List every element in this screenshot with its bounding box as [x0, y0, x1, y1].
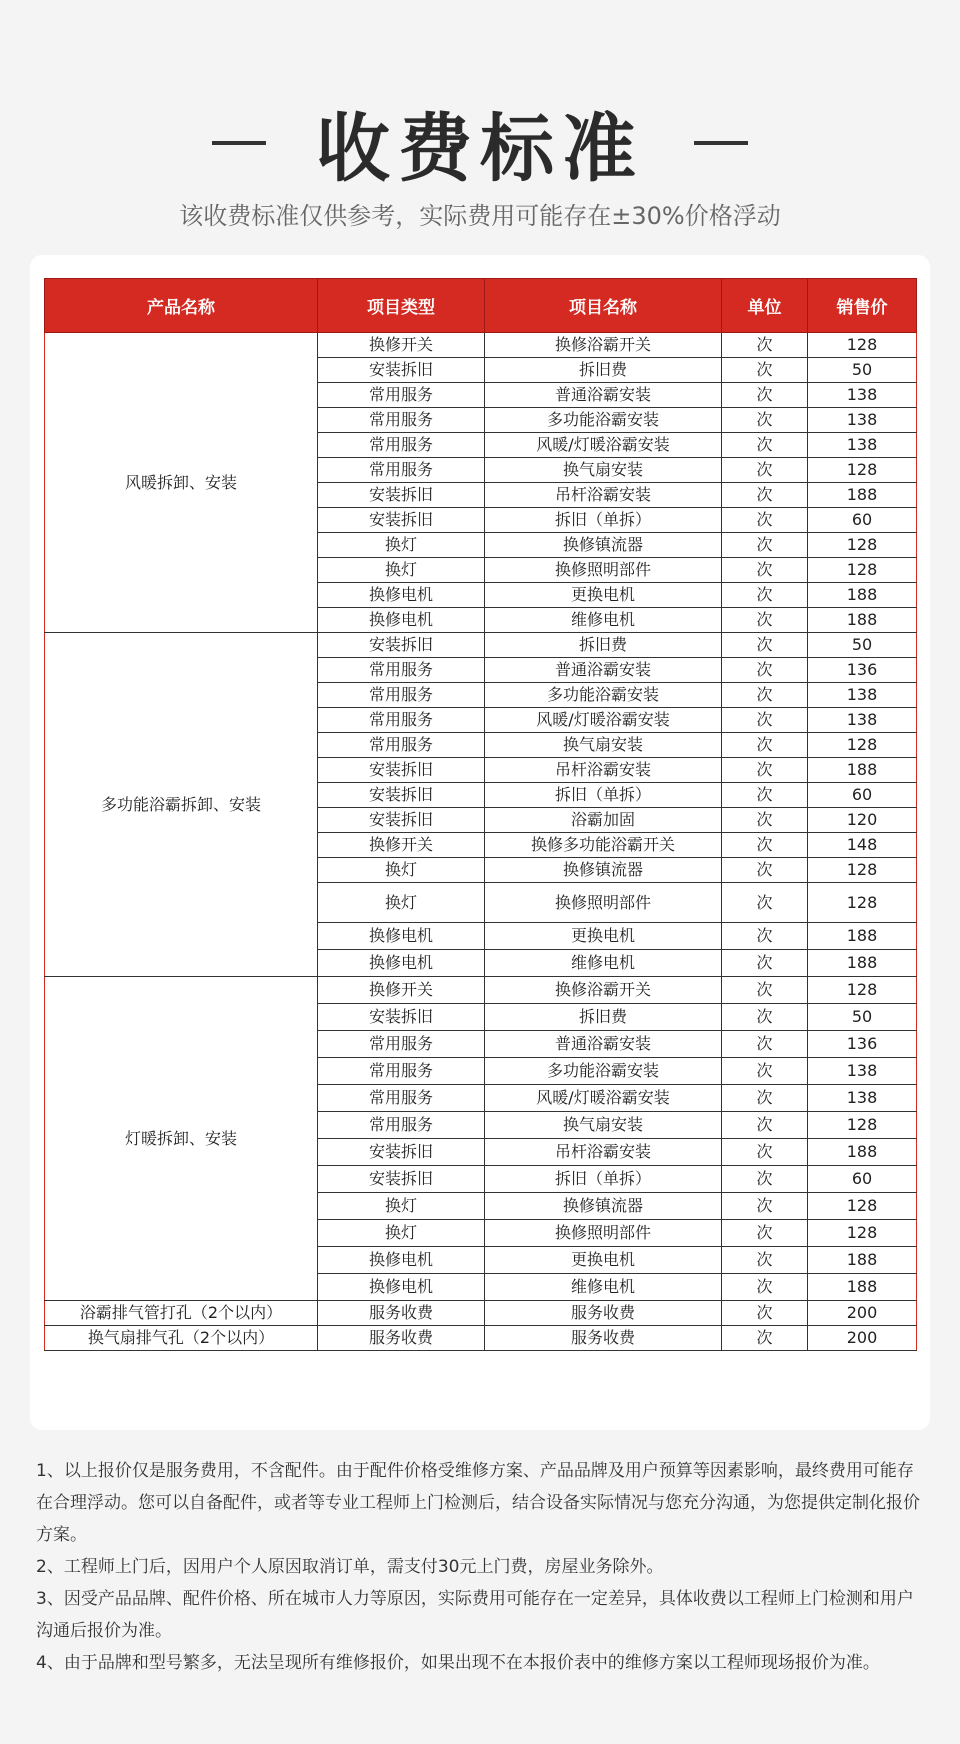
product-name-cell: 换气扇排气孔（2个以内） — [45, 1326, 318, 1351]
item-type-cell: 常用服务 — [318, 658, 485, 683]
item-type-cell: 安装拆旧 — [318, 783, 485, 808]
price-cell: 136 — [808, 658, 917, 683]
price-cell: 50 — [808, 633, 917, 658]
note-item: 4、由于品牌和型号繁多，无法呈现所有维修报价，如果出现不在本报价表中的维修方案以工程师现场报价为准。 — [36, 1653, 880, 1673]
item-name-cell: 吊杆浴霸安装 — [485, 758, 722, 783]
price-cell: 148 — [808, 833, 917, 858]
price-cell: 138 — [808, 1085, 917, 1112]
price-cell: 136 — [808, 1031, 917, 1058]
price-cell: 188 — [808, 483, 917, 508]
price-cell: 188 — [808, 923, 917, 950]
item-type-cell: 换灯 — [318, 533, 485, 558]
price-cell: 200 — [808, 1301, 917, 1326]
item-type-cell: 换修开关 — [318, 977, 485, 1004]
item-name-cell: 更换电机 — [485, 923, 722, 950]
item-type-cell: 常用服务 — [318, 1058, 485, 1085]
unit-cell: 次 — [722, 358, 808, 383]
unit-cell: 次 — [722, 1031, 808, 1058]
unit-cell: 次 — [722, 558, 808, 583]
item-type-cell: 常用服务 — [318, 1085, 485, 1112]
price-cell: 188 — [808, 1139, 917, 1166]
unit-cell: 次 — [722, 1220, 808, 1247]
price-cell: 50 — [808, 1004, 917, 1031]
item-name-cell: 换修多功能浴霸开关 — [485, 833, 722, 858]
header-unit: 单位 — [722, 279, 808, 333]
item-name-cell: 拆旧（单拆） — [485, 1166, 722, 1193]
item-type-cell: 常用服务 — [318, 458, 485, 483]
item-name-cell: 风暖/灯暖浴霸安装 — [485, 433, 722, 458]
item-type-cell: 常用服务 — [318, 683, 485, 708]
unit-cell: 次 — [722, 633, 808, 658]
page-title: 收费标准 — [316, 106, 644, 192]
item-type-cell: 安装拆旧 — [318, 358, 485, 383]
item-type-cell: 换灯 — [318, 558, 485, 583]
item-name-cell: 风暖/灯暖浴霸安装 — [485, 708, 722, 733]
price-cell: 188 — [808, 950, 917, 977]
item-type-cell: 常用服务 — [318, 433, 485, 458]
item-type-cell: 常用服务 — [318, 383, 485, 408]
item-name-cell: 浴霸加固 — [485, 808, 722, 833]
item-name-cell: 换修镇流器 — [485, 858, 722, 883]
table-header-row — [45, 279, 917, 333]
item-type-cell: 换修电机 — [318, 1247, 485, 1274]
unit-cell: 次 — [722, 608, 808, 633]
item-type-cell: 换灯 — [318, 1220, 485, 1247]
item-type-cell: 常用服务 — [318, 1031, 485, 1058]
price-cell: 128 — [808, 858, 917, 883]
item-name-cell: 普通浴霸安装 — [485, 658, 722, 683]
unit-cell: 次 — [722, 923, 808, 950]
unit-cell: 次 — [722, 1326, 808, 1351]
item-name-cell: 拆旧费 — [485, 358, 722, 383]
price-cell: 138 — [808, 708, 917, 733]
unit-cell: 次 — [722, 1085, 808, 1112]
unit-cell: 次 — [722, 333, 808, 358]
table-body — [45, 333, 917, 1351]
item-name-cell: 换修照明部件 — [485, 558, 722, 583]
unit-cell: 次 — [722, 408, 808, 433]
price-cell: 200 — [808, 1326, 917, 1351]
item-type-cell: 服务收费 — [318, 1326, 485, 1351]
price-cell: 120 — [808, 808, 917, 833]
unit-cell: 次 — [722, 1112, 808, 1139]
price-cell: 138 — [808, 1058, 917, 1085]
price-cell: 188 — [808, 1247, 917, 1274]
price-cell: 128 — [808, 1112, 917, 1139]
unit-cell: 次 — [722, 977, 808, 1004]
title-right-dash — [694, 141, 748, 145]
item-type-cell: 换修电机 — [318, 923, 485, 950]
item-name-cell: 换修浴霸开关 — [485, 977, 722, 1004]
price-cell: 188 — [808, 608, 917, 633]
price-cell: 138 — [808, 408, 917, 433]
unit-cell: 次 — [722, 383, 808, 408]
item-type-cell: 换修电机 — [318, 583, 485, 608]
item-type-cell: 常用服务 — [318, 733, 485, 758]
item-type-cell: 换修电机 — [318, 608, 485, 633]
item-name-cell: 换气扇安装 — [485, 458, 722, 483]
price-cell: 60 — [808, 508, 917, 533]
item-name-cell: 多功能浴霸安装 — [485, 683, 722, 708]
unit-cell: 次 — [722, 1247, 808, 1274]
price-cell: 128 — [808, 1193, 917, 1220]
price-cell: 128 — [808, 977, 917, 1004]
item-name-cell: 服务收费 — [485, 1301, 722, 1326]
item-name-cell: 拆旧费 — [485, 633, 722, 658]
item-name-cell: 普通浴霸安装 — [485, 1031, 722, 1058]
unit-cell: 次 — [722, 508, 808, 533]
unit-cell: 次 — [722, 1058, 808, 1085]
unit-cell: 次 — [722, 708, 808, 733]
item-name-cell: 维修电机 — [485, 608, 722, 633]
item-type-cell: 换灯 — [318, 883, 485, 923]
table-row — [45, 633, 917, 658]
product-name-cell: 多功能浴霸拆卸、安装 — [45, 633, 318, 977]
price-cell: 188 — [808, 758, 917, 783]
unit-cell: 次 — [722, 433, 808, 458]
unit-cell: 次 — [722, 733, 808, 758]
price-cell: 138 — [808, 433, 917, 458]
price-cell: 188 — [808, 1274, 917, 1301]
price-cell: 128 — [808, 1220, 917, 1247]
price-cell: 128 — [808, 733, 917, 758]
price-cell: 128 — [808, 333, 917, 358]
table-row — [45, 1326, 917, 1351]
unit-cell: 次 — [722, 783, 808, 808]
item-name-cell: 拆旧费 — [485, 1004, 722, 1031]
unit-cell: 次 — [722, 1193, 808, 1220]
item-name-cell: 拆旧（单拆） — [485, 508, 722, 533]
item-type-cell: 安装拆旧 — [318, 508, 485, 533]
item-name-cell: 吊杆浴霸安装 — [485, 1139, 722, 1166]
item-type-cell: 换灯 — [318, 1193, 485, 1220]
item-name-cell: 服务收费 — [485, 1326, 722, 1351]
header-product-name: 产品名称 — [45, 279, 318, 333]
item-type-cell: 换修电机 — [318, 1274, 485, 1301]
table-row — [45, 1301, 917, 1326]
unit-cell: 次 — [722, 533, 808, 558]
unit-cell: 次 — [722, 583, 808, 608]
price-cell: 128 — [808, 558, 917, 583]
unit-cell: 次 — [722, 483, 808, 508]
item-name-cell: 换修镇流器 — [485, 533, 722, 558]
header-item-name: 项目名称 — [485, 279, 722, 333]
item-type-cell: 安装拆旧 — [318, 808, 485, 833]
item-name-cell: 风暖/灯暖浴霸安装 — [485, 1085, 722, 1112]
item-name-cell: 更换电机 — [485, 1247, 722, 1274]
item-type-cell: 服务收费 — [318, 1301, 485, 1326]
item-name-cell: 换修镇流器 — [485, 1193, 722, 1220]
unit-cell: 次 — [722, 458, 808, 483]
table-row — [45, 333, 917, 358]
unit-cell: 次 — [722, 1274, 808, 1301]
item-name-cell: 吊杆浴霸安装 — [485, 483, 722, 508]
unit-cell: 次 — [722, 883, 808, 923]
unit-cell: 次 — [722, 1139, 808, 1166]
item-name-cell: 换气扇安装 — [485, 1112, 722, 1139]
table-row — [45, 977, 917, 1004]
item-type-cell: 安装拆旧 — [318, 1004, 485, 1031]
price-cell: 60 — [808, 1166, 917, 1193]
item-name-cell: 换气扇安装 — [485, 733, 722, 758]
unit-cell: 次 — [722, 1004, 808, 1031]
item-name-cell: 维修电机 — [485, 1274, 722, 1301]
item-type-cell: 换灯 — [318, 858, 485, 883]
item-name-cell: 拆旧（单拆） — [485, 783, 722, 808]
item-name-cell: 换修照明部件 — [485, 883, 722, 923]
title-left-dash — [212, 141, 266, 145]
item-name-cell: 多功能浴霸安装 — [485, 408, 722, 433]
item-type-cell: 安装拆旧 — [318, 633, 485, 658]
product-name-cell: 浴霸排气管打孔（2个以内） — [45, 1301, 318, 1326]
item-type-cell: 常用服务 — [318, 1112, 485, 1139]
unit-cell: 次 — [722, 833, 808, 858]
price-cell: 188 — [808, 583, 917, 608]
item-type-cell: 安装拆旧 — [318, 1139, 485, 1166]
price-cell: 128 — [808, 458, 917, 483]
product-name-cell: 风暖拆卸、安装 — [45, 333, 318, 633]
item-name-cell: 多功能浴霸安装 — [485, 1058, 722, 1085]
price-cell: 128 — [808, 883, 917, 923]
item-type-cell: 安装拆旧 — [318, 1166, 485, 1193]
item-name-cell: 更换电机 — [485, 583, 722, 608]
price-table — [44, 278, 917, 1351]
note-item: 1、以上报价仅是服务费用，不含配件。由于配件价格受维修方案、产品品牌及用户预算等因素影响，最终费用可能存在合理浮动。您可以自备配件，或者等专业工程师上门检测后，结合设备实际情况与您充分沟通，为您提供定制化报价方案。 — [36, 1461, 920, 1545]
item-name-cell: 换修浴霸开关 — [485, 333, 722, 358]
note-item: 3、因受产品品牌、配件价格、所在城市人力等原因，实际费用可能存在一定差异，具体收费以工程师上门检测和用户沟通后报价为准。 — [36, 1589, 914, 1641]
unit-cell: 次 — [722, 683, 808, 708]
product-name-cell: 灯暖拆卸、安装 — [45, 977, 318, 1301]
price-cell: 138 — [808, 683, 917, 708]
page-subtitle: 该收费标准仅供参考，实际费用可能存在±30%价格浮动 — [179, 202, 781, 230]
unit-cell: 次 — [722, 658, 808, 683]
unit-cell: 次 — [722, 858, 808, 883]
item-type-cell: 换修电机 — [318, 950, 485, 977]
item-type-cell: 换修开关 — [318, 333, 485, 358]
price-cell: 60 — [808, 783, 917, 808]
header-price: 销售价 — [808, 279, 917, 333]
item-type-cell: 换修开关 — [318, 833, 485, 858]
unit-cell: 次 — [722, 758, 808, 783]
item-type-cell: 安装拆旧 — [318, 758, 485, 783]
unit-cell: 次 — [722, 1166, 808, 1193]
notes-section — [36, 1455, 924, 1679]
item-type-cell: 常用服务 — [318, 408, 485, 433]
unit-cell: 次 — [722, 950, 808, 977]
price-cell: 50 — [808, 358, 917, 383]
title-area — [0, 88, 960, 198]
item-type-cell: 常用服务 — [318, 708, 485, 733]
unit-cell: 次 — [722, 1301, 808, 1326]
item-name-cell: 换修照明部件 — [485, 1220, 722, 1247]
note-item: 2、工程师上门后，因用户个人原因取消订单，需支付30元上门费，房屋业务除外。 — [36, 1557, 664, 1577]
item-name-cell: 普通浴霸安装 — [485, 383, 722, 408]
price-cell: 128 — [808, 533, 917, 558]
item-type-cell: 安装拆旧 — [318, 483, 485, 508]
unit-cell: 次 — [722, 808, 808, 833]
price-cell: 138 — [808, 383, 917, 408]
header-item-type: 项目类型 — [318, 279, 485, 333]
item-name-cell: 维修电机 — [485, 950, 722, 977]
